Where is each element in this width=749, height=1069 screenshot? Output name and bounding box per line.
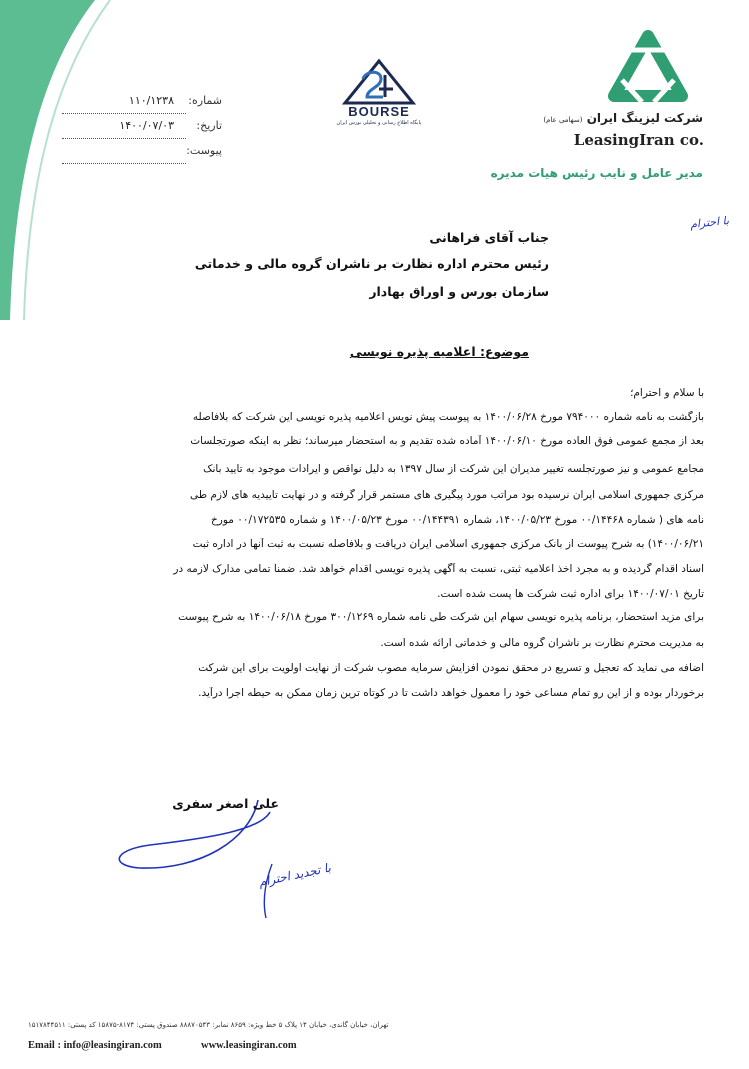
letter-number-label: شماره: [188,94,222,107]
body-line: مجامع عمومی و نیز صورتجلسه تغییر مدیران این شرکت از سال ۱۳۹۷ به دلیل نواقص و ایرادات موجود به تایید بانک [203,463,704,475]
company-name-fa [543,111,703,125]
letter-attachment-row [62,144,222,164]
body-line: به مدیریت محترم نظارت بر ناشران گروه مالی و خدماتی ارائه شده است. [380,637,704,649]
body-line: بعد از مجمع عمومی فوق العاده مورخ ۱۴۰۰/۰۶/۱۰ آماده شده تقدیم و به استحضار میرساند؛ نظر به اینکه صورتجلسات [190,435,704,447]
bourse-logo-text: BOURSE [348,104,410,119]
signer-name: علی اصغر سفری [172,796,279,811]
recipient-title: رئیس محترم اداره نظارت بر ناشران گروه مالی و خدماتی [194,256,549,271]
body-line: برای مزید استحضار، برنامه پذیره نویسی سهام این شرکت طی نامه شماره ۳۰۰/۱۲۶۹ مورخ ۱۴۰۰/۰۶/۱۸ به شرح پیوست [178,611,704,623]
letter-date-value: ۱۴۰۰/۰۷/۰۳ [119,119,174,132]
leasingiran-logo-icon [592,30,704,112]
letter-number-row [62,94,222,114]
company-name-fa-text: شرکت لیزینگ ایران [586,111,703,125]
footer-email[interactable]: Email : info@leasingiran.com [28,1040,162,1051]
body-line: ۱۴۰۰/۰۶/۲۱) به شرح پیوست از بانک مرکزی جمهوری اسلامی ایران دریافت و بلافاصله نسبت به ثبت آنها در اداره ثبت [192,538,704,550]
body-line: تاریخ ۱۴۰۰/۰۷/۰۱ برای اداره ثبت شرکت ها پست شده است. [437,588,704,600]
bourse-logo [333,57,425,140]
letter-number-value: ۱۱۰/۱۲۳۸ [128,94,174,107]
footer-website[interactable]: www.leasingiran.com [201,1040,297,1051]
letter-attachment-label: پیوست: [186,144,222,157]
footer-address: تهران، خیابان گاندی، خیابان ۱۴ پلاک ۵ خط ویژه: ۸۶۵۹ نمابر: ۸۸۸۷۰۵۴۳ صندوق پستی: ۸۱۷۴-۱۵۸۷۵ کد پستی: ۱۵۱۷۸۴۴۵۱۱ [28,1021,389,1029]
letter-date-row [62,119,222,139]
bourse-logo-subtext: پایگاه اطلاع رسانی و تحلیلی بورس ایران [336,120,422,126]
letter-subject: موضوع: اعلامیه پذیره نویسی [349,344,529,359]
dotted-line [62,138,186,139]
body-line: اسناد اقدام گردیده و به مجرد اخذ اعلامیه ثبتی، نسبت به آگهی پذیره نویسی اقدام خواهد شد. ضمناً تمامی مدارک لازمه در [173,563,704,575]
greeting-line: با سلام و احترام؛ [630,387,704,399]
dotted-line [62,163,186,164]
signature-handwritten-note: با تجدید احترام [257,860,333,890]
recipient-organization: سازمان بورس و اوراق بهادار [369,284,549,299]
handwritten-note: با احترام [689,213,730,232]
company-name-en: LeasingIran co. [573,131,704,149]
recipient-name: جناب آقای فراهانی [429,230,549,245]
company-type: (سهامی عام) [543,116,583,124]
body-line: برخوردار بوده و از این رو تمام مساعی خود را معمول خواهد داشت تا در کوتاه ترین زمان ممکن به حیطه اجرا درآید. [198,687,704,699]
body-line: اضافه می نماید که تعجیل و تسریع در محقق نمودن افزایش سرمایه مصوب شرکت از نهایت اولویت برای این شرکت [198,662,704,674]
body-line: بازگشت به نامه شماره ۷۹۴۰۰۰ مورخ ۱۴۰۰/۰۶/۲۸ به پیوست پیش نویس اعلامیه پذیره نویسی این شرکت که بلافاصله [192,411,704,423]
letter-date-label: تاریخ: [196,119,222,132]
body-line: مرکزی جمهوری اسلامی ایران نرسیده بود مراتب مورد پیگیری های مستمر قرار گرفته و در نهایت تاییدیه های لازم طی [189,489,704,501]
dotted-line [62,113,186,114]
signer-role-title: مدیر عامل و نایب رئیس هیات مدیره [490,166,703,180]
bourse-emblem-icon [333,57,425,107]
body-line: نامه های ( شماره ۰۰/۱۴۴۶۸ مورخ ۱۴۰۰/۰۵/۲۳، شماره ۰۰/۱۴۴۳۹۱ مورخ ۱۴۰۰/۰۵/۲۳ و شماره ۰۰/۱۷۲۵۳۵ مورخ [210,514,704,526]
